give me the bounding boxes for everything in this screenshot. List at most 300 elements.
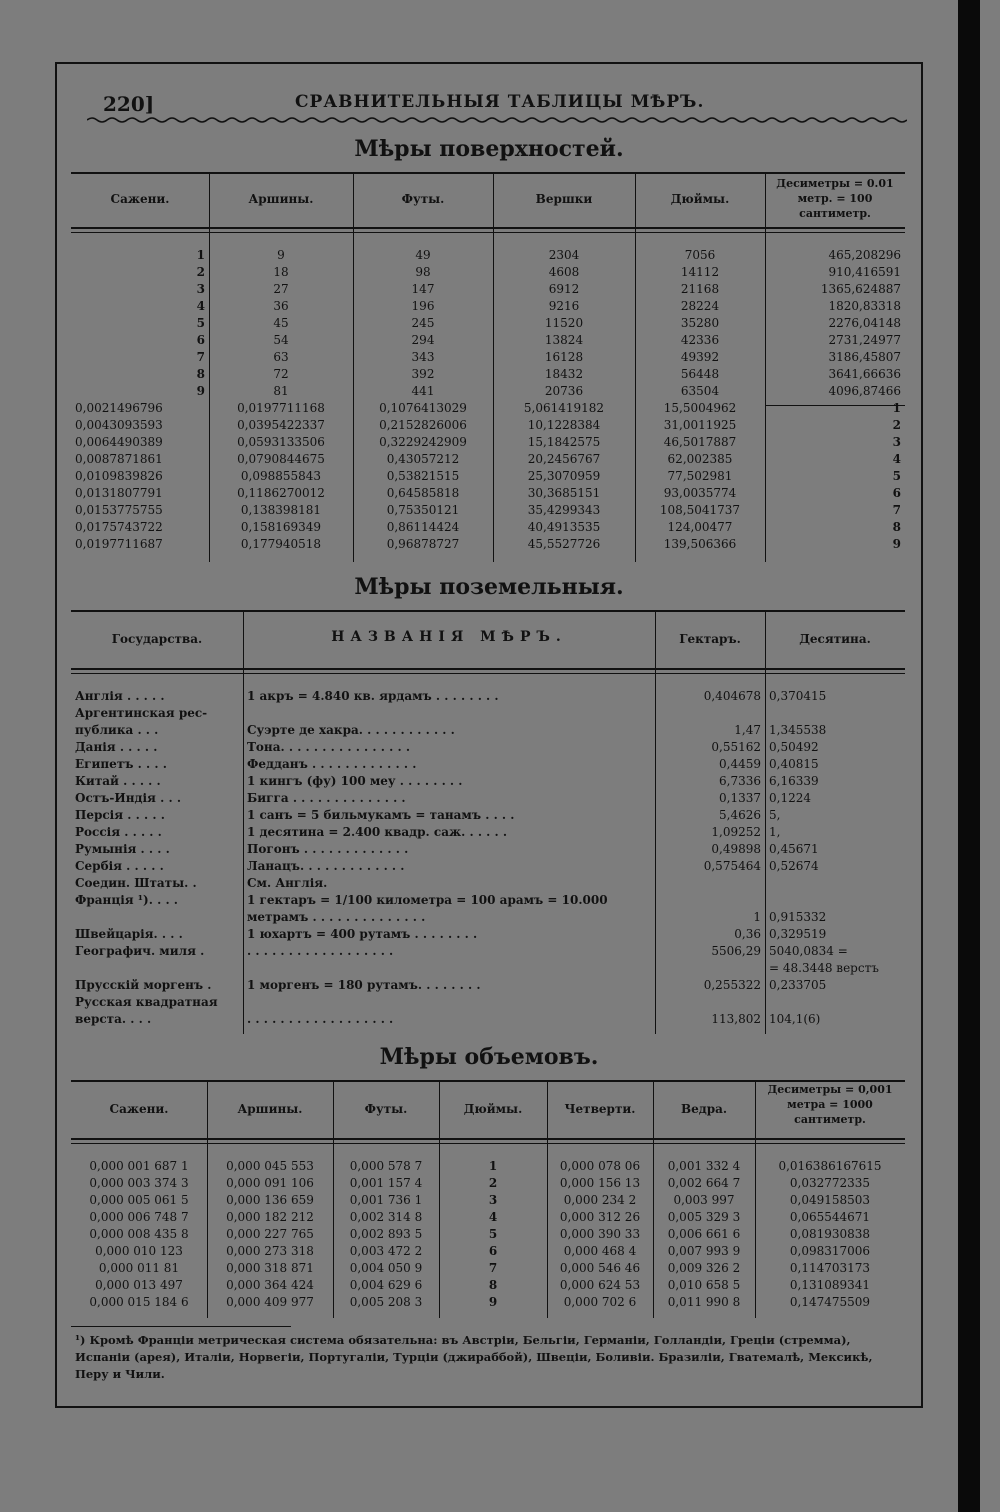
table-row <box>71 875 905 892</box>
table-cell: См. Англія. <box>247 876 328 890</box>
table-cell: 18432 <box>544 367 584 381</box>
table-cell: Аргентинская рес- <box>75 706 208 720</box>
col-header: Футы. <box>364 1102 408 1116</box>
table-cell: 7 <box>488 1261 498 1275</box>
table-cell: 77,502981 <box>667 469 733 483</box>
rule <box>71 1143 905 1144</box>
table-cell: 93,0035774 <box>663 486 737 500</box>
table-row <box>71 1260 905 1277</box>
table-cell: 0,0197711687 <box>75 537 163 551</box>
table-cell: Франція ¹). . . . <box>75 893 178 907</box>
table-cell: Персія . . . . . <box>75 808 165 822</box>
table-cell: 0,002 893 5 <box>349 1227 423 1241</box>
table-cell: 245 <box>411 316 435 330</box>
table-cell: Погонъ . . . . . . . . . . . . . <box>247 842 409 856</box>
table-cell: 2 <box>488 1176 498 1190</box>
land-table <box>71 688 905 1028</box>
table-cell <box>655 994 765 1011</box>
table-row <box>71 349 905 366</box>
table-cell: 8 <box>892 520 901 534</box>
footnote: ¹) Кромѣ Франціи метрическая система обязательна: въ Австріи, Бельгіи, Германіи, Голландіи, Греціи (стремма), Испаніи (арея), Италіи, Норвегіи, Португаліи, Турціи (джираббой), Швеціи, Боливіи. Бразиліи, Гватемалѣ, Мексикѣ, Перу и Чили. <box>75 1333 873 1381</box>
table-cell: 343 <box>411 350 435 364</box>
table-cell: 5 <box>892 469 901 483</box>
table-cell <box>655 875 765 892</box>
section-title-surface: Мѣры поверхностей. <box>354 136 624 162</box>
table-cell: 0,000 702 6 <box>563 1295 637 1309</box>
table-cell: 441 <box>411 384 435 398</box>
table-cell: 0,000 227 765 <box>226 1227 314 1241</box>
table-cell: 5, <box>769 808 781 822</box>
table-row <box>71 417 905 434</box>
table-cell: 0,000 010 123 <box>95 1244 183 1258</box>
table-cell: 9 <box>277 248 285 262</box>
table-cell: 1 гектаръ = 1/100 километра = 100 арамъ = 10.000 <box>247 893 608 907</box>
table-cell: 124,00477 <box>667 520 733 534</box>
table-cell: 1 <box>753 910 761 924</box>
table-cell <box>71 909 243 926</box>
table-cell: 139,506366 <box>663 537 737 551</box>
table-cell: 910,416591 <box>828 265 901 279</box>
table-cell: 0,147475509 <box>789 1295 871 1309</box>
table-cell: 0,004 050 9 <box>349 1261 423 1275</box>
table-cell <box>765 892 905 909</box>
table-cell: 0,001 332 4 <box>667 1159 741 1173</box>
table-cell <box>243 960 655 977</box>
table-cell: 0,000 364 424 <box>226 1278 314 1292</box>
table-cell: 0,96878727 <box>386 537 460 551</box>
table-row <box>71 383 905 400</box>
table-cell: 1, <box>769 825 781 839</box>
table-cell: 63504 <box>680 384 720 398</box>
table-cell: 46,5017887 <box>663 435 737 449</box>
table-cell: 0,000 091 106 <box>226 1176 314 1190</box>
table-cell: 0,002 314 8 <box>349 1210 423 1224</box>
table-cell: 0,000 468 4 <box>563 1244 637 1258</box>
table-cell: 0,1224 <box>769 791 811 805</box>
scan-edge-bar <box>958 0 980 1512</box>
table-cell: 0,0087871861 <box>75 452 163 466</box>
table-cell: 0,0197711168 <box>237 401 325 415</box>
table-row <box>71 773 905 790</box>
table-cell: 35280 <box>680 316 720 330</box>
table-cell: 0,000 182 212 <box>226 1210 314 1224</box>
table-cell: 0,001 157 4 <box>349 1176 423 1190</box>
table-row <box>71 841 905 858</box>
table-cell: 2 <box>892 418 901 432</box>
wavy-rule <box>87 116 907 124</box>
table-cell: 15,1842575 <box>527 435 601 449</box>
table-cell: 9216 <box>548 299 580 313</box>
table-cell: 7 <box>892 503 901 517</box>
table-row <box>71 281 905 298</box>
table-cell: 3641,66636 <box>828 367 901 381</box>
table-cell: 0,2152826006 <box>379 418 467 432</box>
table-row <box>71 909 905 926</box>
table-cell: 0,50492 <box>769 740 819 754</box>
table-cell <box>655 892 765 909</box>
table-cell: Сербія . . . . . <box>75 859 164 873</box>
table-cell <box>243 994 655 1011</box>
table-cell: 0,000 624 53 <box>559 1278 641 1292</box>
table-cell: 0,005 208 3 <box>349 1295 423 1309</box>
table-cell: Египетъ . . . . <box>75 757 167 771</box>
table-cell: 7 <box>196 350 205 364</box>
table-row <box>71 739 905 756</box>
page-number: 220] <box>103 92 155 116</box>
table-cell: 0,4459 <box>719 757 761 771</box>
col-header: Десиметры = 0,001 метра = 1000 сантиметр. <box>767 1083 893 1126</box>
table-cell: 392 <box>411 367 435 381</box>
table-cell: 0,36 <box>734 927 761 941</box>
table-row <box>71 502 905 519</box>
table-cell: Географич. миля . <box>75 944 205 958</box>
table-cell: 2304 <box>548 248 580 262</box>
col-header: Дюймы. <box>463 1102 523 1116</box>
table-cell: 0,005 329 3 <box>667 1210 741 1224</box>
table-cell: 40,4913535 <box>527 520 601 534</box>
table-cell: 0,081930838 <box>789 1227 871 1241</box>
table-cell: 0,000 318 871 <box>226 1261 314 1275</box>
table-cell: 0,138398181 <box>240 503 322 517</box>
table-cell: 9 <box>196 384 205 398</box>
table-cell: Русская квадратная <box>75 995 218 1009</box>
table-cell: 0,011 990 8 <box>667 1295 741 1309</box>
table-cell: 1 десятина = 2.400 квадр. саж. . . . . . <box>247 825 508 839</box>
table-row <box>71 960 905 977</box>
table-cell: 3 <box>196 282 205 296</box>
col-header: Гектаръ. <box>679 632 741 646</box>
rule <box>71 172 905 174</box>
table-row <box>71 994 905 1011</box>
table-cell: 0,000 578 7 <box>349 1159 423 1173</box>
table-row <box>71 1175 905 1192</box>
table-cell: 0,52674 <box>769 859 819 873</box>
table-cell: 18 <box>273 265 289 279</box>
rule <box>71 610 905 612</box>
rule <box>71 232 905 233</box>
table-cell: 0,098317006 <box>789 1244 871 1258</box>
table-cell: Китай . . . . . <box>75 774 161 788</box>
table-cell: 0,001 736 1 <box>349 1193 423 1207</box>
table-cell: 0,49898 <box>711 842 761 856</box>
table-row <box>71 1243 905 1260</box>
table-row <box>71 807 905 824</box>
table-cell: 0,45671 <box>769 842 819 856</box>
table-cell: 0,000 390 33 <box>559 1227 641 1241</box>
table-cell: 0,1186270012 <box>237 486 325 500</box>
surface-table <box>71 247 905 553</box>
section-title-volume: Мѣры объемовъ. <box>379 1044 599 1070</box>
table-cell: 15,5004962 <box>663 401 737 415</box>
table-cell: 0,000 001 687 1 <box>89 1159 189 1173</box>
table-cell: 54 <box>273 333 289 347</box>
table-cell: 0,0790844675 <box>237 452 325 466</box>
table-cell: 0,0153775755 <box>75 503 163 517</box>
table-cell: 0,131089341 <box>789 1278 871 1292</box>
table-row <box>71 1158 905 1175</box>
table-cell: 0,0175743722 <box>75 520 163 534</box>
table-cell: 0,000 156 13 <box>559 1176 641 1190</box>
table-cell: 31,0011925 <box>663 418 737 432</box>
table-cell: 0,000 006 748 7 <box>89 1210 189 1224</box>
table-cell: Англія . . . . . <box>75 689 165 703</box>
table-cell: 21168 <box>680 282 720 296</box>
table-cell: 1 <box>196 248 205 262</box>
table-cell: 20736 <box>544 384 584 398</box>
table-cell: 0,53821515 <box>386 469 460 483</box>
table-cell: 196 <box>411 299 435 313</box>
table-cell: 0,0131807791 <box>75 486 163 500</box>
table-cell: 1820,83318 <box>828 299 901 313</box>
table-row <box>71 247 905 264</box>
table-cell: 30,3685151 <box>527 486 601 500</box>
table-cell: 0,065544671 <box>789 1210 871 1224</box>
table-cell: 5,061419182 <box>523 401 605 415</box>
table-cell: 1 кингъ (фу) 100 меу . . . . . . . . <box>247 774 463 788</box>
table-cell: 0,032772335 <box>789 1176 871 1190</box>
table-cell: 0,000 078 06 <box>559 1159 641 1173</box>
col-header: Десятина. <box>799 632 871 646</box>
table-cell: 0,000 273 318 <box>226 1244 314 1258</box>
table-cell <box>243 705 655 722</box>
rule <box>71 1138 905 1140</box>
col-header: Ведра. <box>680 1102 728 1116</box>
table-cell: 5,4626 <box>719 808 761 822</box>
table-cell: Россія . . . . . <box>75 825 162 839</box>
running-title: СРАВНИТЕЛЬНЫЯ ТАБЛИЦЫ МѢРЪ. <box>295 92 705 112</box>
rule <box>71 227 905 229</box>
table-row <box>71 434 905 451</box>
table-cell: 0,915332 <box>769 910 827 924</box>
table-cell: 0,000 234 2 <box>563 1193 637 1207</box>
table-cell: 35,4299343 <box>527 503 601 517</box>
table-cell: 4608 <box>548 265 580 279</box>
table-cell: 81 <box>273 384 289 398</box>
table-cell: 0,329519 <box>769 927 827 941</box>
table-cell: 0,0109839826 <box>75 469 163 483</box>
table-cell: 2 <box>196 265 205 279</box>
table-cell: 0,255322 <box>703 978 761 992</box>
table-cell <box>71 960 243 977</box>
table-row <box>71 400 905 417</box>
table-cell: Соедин. Штаты. . <box>75 876 197 890</box>
table-row <box>71 722 905 739</box>
table-cell: 0,75350121 <box>386 503 460 517</box>
table-row <box>71 1192 905 1209</box>
table-row <box>71 688 905 705</box>
table-cell: 465,208296 <box>828 248 901 262</box>
table-cell: 0,016386167615 <box>778 1159 882 1173</box>
table-cell: Данія . . . . . <box>75 740 158 754</box>
table-cell: 0,006 661 6 <box>667 1227 741 1241</box>
table-row <box>71 1209 905 1226</box>
table-cell: 0,000 546 46 <box>559 1261 641 1275</box>
table-cell: . . . . . . . . . . . . . . . . . . <box>247 944 394 958</box>
table-cell: 5040,0834 = <box>769 944 848 958</box>
table-cell: 0,000 312 26 <box>559 1210 641 1224</box>
table-cell: 42336 <box>680 333 720 347</box>
table-cell: 2276,04148 <box>828 316 901 330</box>
table-cell: Бигга . . . . . . . . . . . . . . <box>247 791 406 805</box>
table-cell: 3 <box>892 435 901 449</box>
table-cell <box>765 875 905 892</box>
col-header: Дюймы. <box>670 192 730 206</box>
table-cell: 27 <box>273 282 289 296</box>
table-cell: 1 акръ = 4.840 кв. ярдамъ . . . . . . . . <box>247 689 499 703</box>
table-cell: 4 <box>892 452 901 466</box>
table-cell: 14112 <box>680 265 720 279</box>
table-cell: 0,0064490389 <box>75 435 163 449</box>
table-cell: 8 <box>196 367 205 381</box>
table-cell: = 48.3448 верстъ <box>769 961 879 975</box>
table-cell: 0,010 658 5 <box>667 1278 741 1292</box>
table-cell: 0,000 136 659 <box>226 1193 314 1207</box>
table-cell: 6,16339 <box>769 774 819 788</box>
table-cell: 45 <box>273 316 289 330</box>
table-cell: . . . . . . . . . . . . . . . . . . <box>247 1012 394 1026</box>
table-row <box>71 451 905 468</box>
table-row <box>71 332 905 349</box>
table-cell: 1,345538 <box>769 723 827 737</box>
table-cell: 1 <box>488 1159 498 1173</box>
table-cell: 98 <box>415 265 431 279</box>
table-row <box>71 977 905 994</box>
table-cell: 0,0395422337 <box>237 418 325 432</box>
table-cell: 0,0043093593 <box>75 418 163 432</box>
table-cell: 7056 <box>684 248 716 262</box>
table-cell: 1,47 <box>734 723 761 737</box>
table-cell: Румынія . . . . <box>75 842 170 856</box>
table-cell: 4 <box>196 299 205 313</box>
table-cell: 25,3070959 <box>527 469 601 483</box>
table-cell: 6 <box>196 333 205 347</box>
table-cell: 1365,624887 <box>820 282 901 296</box>
table-cell: 0,43057212 <box>386 452 460 466</box>
table-cell: Швейцарія. . . . <box>75 927 183 941</box>
table-cell: 6 <box>488 1244 498 1258</box>
table-cell: 5506,29 <box>711 944 761 958</box>
table-row <box>71 790 905 807</box>
table-cell: 3 <box>488 1193 498 1207</box>
table-cell: 6,7336 <box>719 774 761 788</box>
col-header: Вершки <box>535 192 593 206</box>
table-cell: 0,000 008 435 8 <box>89 1227 189 1241</box>
table-cell: 104,1(6) <box>769 1012 821 1026</box>
table-cell: 10,1228384 <box>527 418 601 432</box>
book-page <box>55 62 923 1408</box>
table-row <box>71 756 905 773</box>
table-cell: 45,5527726 <box>527 537 601 551</box>
table-row <box>71 943 905 960</box>
table-cell: 1 санъ = 5 бильмукамъ = танамъ . . . . <box>247 808 515 822</box>
table-row <box>71 892 905 909</box>
table-cell: 9 <box>892 537 901 551</box>
table-cell: 49392 <box>680 350 720 364</box>
col-header: Сажени. <box>109 1102 169 1116</box>
table-cell: 4096,87466 <box>828 384 901 398</box>
table-cell: 63 <box>273 350 289 364</box>
table-cell: 8 <box>488 1278 498 1292</box>
col-header: Аршины. <box>237 1102 303 1116</box>
rule <box>71 668 905 670</box>
table-cell: 0,0021496796 <box>75 401 163 415</box>
table-row <box>71 536 905 553</box>
table-cell: верста. . . . <box>75 1012 152 1026</box>
table-row <box>71 858 905 875</box>
table-cell: Федданъ . . . . . . . . . . . . . <box>247 757 417 771</box>
table-cell: 0,55162 <box>711 740 761 754</box>
table-cell: 0,000 005 061 5 <box>89 1193 189 1207</box>
table-row <box>71 298 905 315</box>
table-cell: 6912 <box>548 282 580 296</box>
table-row <box>71 366 905 383</box>
table-cell: 16128 <box>544 350 584 364</box>
col-header: НАЗВАНІЯ МѢРЪ. <box>331 629 567 645</box>
table-cell: 5 <box>488 1227 498 1241</box>
col-header: Десиметры = 0.01 метр. = 100 сантиметр. <box>776 177 894 220</box>
table-cell: 13824 <box>544 333 584 347</box>
volume-table <box>71 1158 905 1311</box>
col-header: Аршины. <box>248 192 314 206</box>
table-cell: 11520 <box>544 316 584 330</box>
col-header: Футы. <box>401 192 445 206</box>
table-row <box>71 1277 905 1294</box>
table-cell: 1,09252 <box>711 825 761 839</box>
table-cell: 0,114703173 <box>789 1261 871 1275</box>
table-cell: 2731,24977 <box>828 333 901 347</box>
table-cell: 56448 <box>680 367 720 381</box>
table-cell: Ланацъ. . . . . . . . . . . . . <box>247 859 405 873</box>
table-cell <box>765 994 905 1011</box>
table-row <box>71 705 905 722</box>
table-cell: Суэрте де хакра. . . . . . . . . . . . <box>247 723 455 737</box>
col-header: Сажени. <box>110 192 170 206</box>
table-cell: метрамъ . . . . . . . . . . . . . . <box>247 910 426 924</box>
table-cell: 0,003 472 2 <box>349 1244 423 1258</box>
table-cell: 113,802 <box>711 1012 761 1026</box>
footnote-rule <box>71 1326 291 1327</box>
table-cell: 108,5041737 <box>659 503 741 517</box>
table-cell: 0,3229242909 <box>379 435 467 449</box>
table-row <box>71 315 905 332</box>
table-cell: 0,86114424 <box>386 520 460 534</box>
table-row <box>71 468 905 485</box>
table-cell: публика . . . <box>75 723 159 737</box>
table-cell: 0,575464 <box>703 859 761 873</box>
table-row <box>71 264 905 281</box>
table-cell: 0,000 015 184 6 <box>89 1295 189 1309</box>
table-cell: 20,2456767 <box>527 452 601 466</box>
table-cell: 0,64585818 <box>386 486 460 500</box>
table-cell: 1 моргенъ = 180 рутамъ. . . . . . . . <box>247 978 481 992</box>
table-cell: 0,40815 <box>769 757 819 771</box>
table-cell: 0,000 409 977 <box>226 1295 314 1309</box>
table-cell: 1 юхартъ = 400 рутамъ . . . . . . . . <box>247 927 478 941</box>
table-cell: 0,007 993 9 <box>667 1244 741 1258</box>
table-row <box>71 824 905 841</box>
table-cell: 0,000 003 374 3 <box>89 1176 189 1190</box>
table-cell: 62,002385 <box>667 452 733 466</box>
table-cell <box>765 705 905 722</box>
table-cell: 147 <box>411 282 435 296</box>
table-cell: 0,0593133506 <box>237 435 325 449</box>
table-row <box>71 519 905 536</box>
table-cell: 0,233705 <box>769 978 827 992</box>
table-cell: 6 <box>892 486 901 500</box>
table-cell: 0,1076413029 <box>379 401 467 415</box>
table-cell: 0,177940518 <box>240 537 322 551</box>
table-cell: 36 <box>273 299 289 313</box>
